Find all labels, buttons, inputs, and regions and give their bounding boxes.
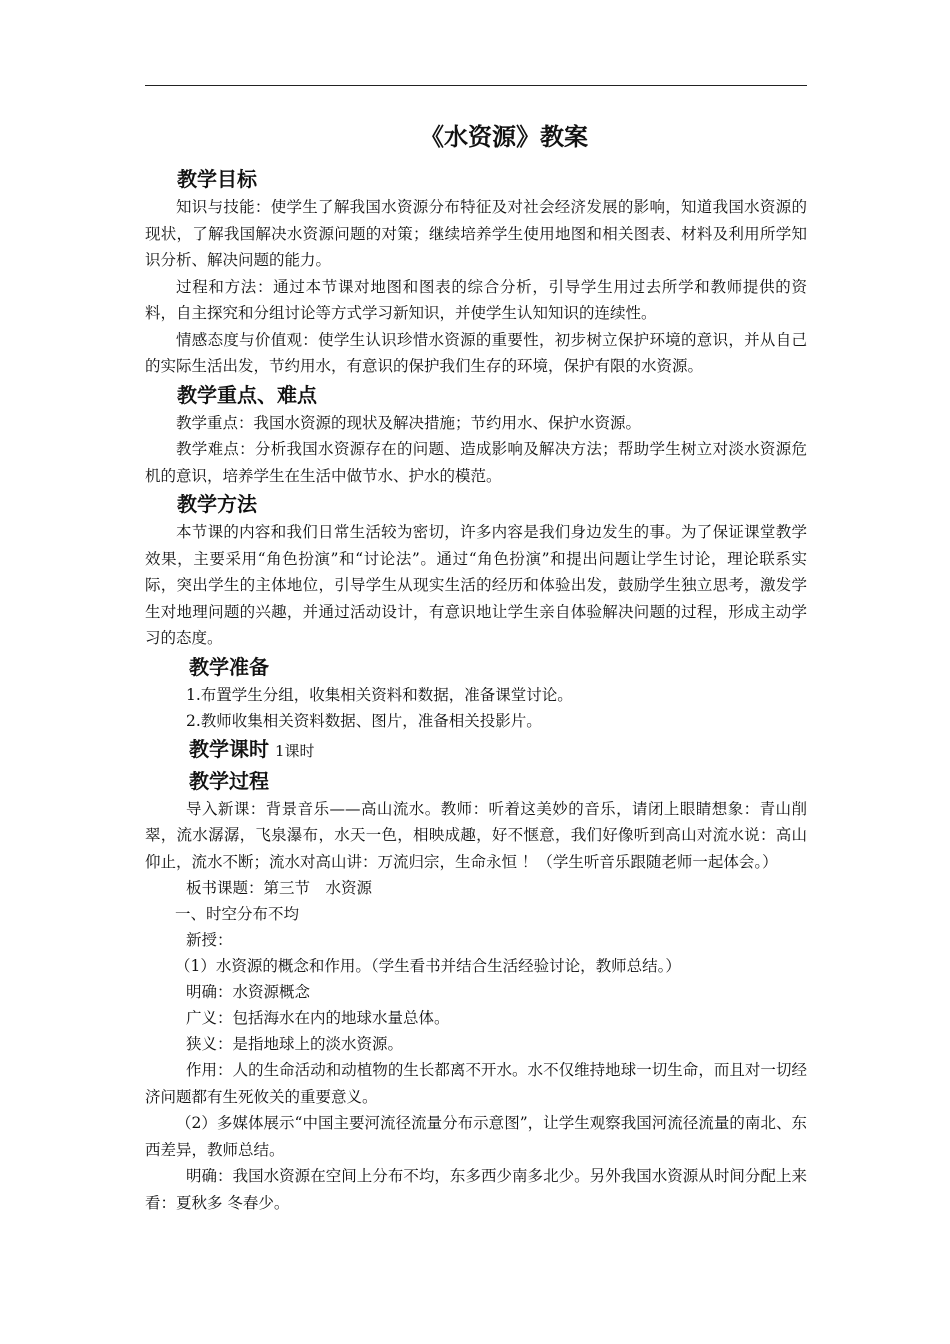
objectives-process: 过程和方法：通过本节课对地图和图表的综合分析，引导学生用过去所学和教师提供的资料，自主探究和分组讨论等方式学习新知识，并使学生认知知识的连续性。 [145, 277, 807, 322]
heading-process: 教学过程 [189, 768, 269, 793]
method-text: 本节课的内容和我们日常生活较为密切，许多内容是我们身边发生的事。为了保证课堂教学效果，主要采用“角色扮演”和“讨论法”。通过“角色扮演”和提出问题让学生讨论，理论联系实际，突出学生的主体地位，引导学生从现实生活的经历和体验出发，鼓励学生独立思考，激发学生对地理问题的兴趣，并通过活动设计，有意识地让学生亲自体验解决问题的过程，形成主动学习的态度。 [145, 523, 807, 647]
keypoint-focus: 教学重点：我国水资源的现状及解决措施；节约用水、保护水资源。 [176, 413, 642, 432]
process-clarify-1: 明确：水资源概念 [186, 983, 311, 1001]
objectives-knowledge: 知识与技能：使学生了解我国水资源分布特征及对社会经济发展的影响，知道我国水资源的现状，了解我国解决水资源问题的对策；继续培养学生使用地图和相关图表、材料及利用所学知识分析、解决问题的能力。 [145, 198, 807, 269]
process-board-title: 板书课题：第三节 水资源 [186, 879, 373, 897]
process-step-2: （2）多媒体展示“中国主要河流径流量分布示意图”，让学生观察我国河流径流量的南北、东西差异，教师总结。 [145, 1114, 807, 1159]
document-body [145, 112, 807, 1216]
hours-label: 教学课时 [189, 736, 269, 761]
process-narrow-definition: 狭义：是指地球上的淡水资源。 [186, 1035, 404, 1053]
hours-value: 1课时 [275, 741, 315, 760]
prep-item-1: 1.布置学生分组，收集相关资料和数据，准备课堂讨论。 [186, 685, 573, 704]
document-title: 《水资源》教案 [420, 122, 588, 151]
heading-prep: 教学准备 [189, 654, 269, 679]
keypoint-difficulty: 教学难点：分析我国水资源存在的问题、造成影响及解决方法；帮助学生树立对淡水资源危机的意识，培养学生在生活中做节水、护水的模范。 [145, 440, 807, 485]
heading-keypoints: 教学重点、难点 [177, 382, 317, 407]
process-role: 作用：人的生命活动和动植物的生长都离不开水。水不仅维持地球一切生命，而且对一切经济问题都有生死攸关的重要意义。 [145, 1061, 807, 1106]
process-step-1: （1）水资源的概念和作用。（学生看书并结合生活经验讨论，教师总结。） [175, 957, 681, 975]
process-new-lesson: 新授： [186, 931, 233, 949]
heading-hours [145, 734, 807, 766]
process-broad-definition: 广义：包括海水在内的地球水量总体。 [186, 1009, 450, 1027]
header-rule [145, 85, 807, 86]
process-clarify-2: 明确：我国水资源在空间上分布不均，东多西少南多北少。另外我国水资源从时间分配上来看：夏秋多 冬春少。 [145, 1167, 807, 1212]
objectives-attitude: 情感态度与价值观：使学生认识珍惜水资源的重要性，初步树立保护环境的意识，并从自己的实际生活出发，节约用水，有意识的保护我们生存的环境，保护有限的水资源。 [145, 330, 807, 375]
heading-objectives: 教学目标 [177, 167, 257, 191]
process-part-1: 一、时空分布不均 [175, 905, 300, 923]
process-intro: 导入新课：背景音乐——高山流水。教师：听着这美妙的音乐，请闭上眼睛想象：青山削翠，流水潺潺，飞泉瀑布，水天一色，相映成趣，好不惬意，我们好像听到高山对流水说：高山仰止，流水不断；流水对高山讲：万流归宗，生命永恒 ！（学生听音乐跟随老师一起体会。） [145, 799, 807, 871]
prep-item-2: 2.教师收集相关资料数据、图片，准备相关投影片。 [186, 711, 542, 730]
heading-method: 教学方法 [177, 492, 257, 516]
